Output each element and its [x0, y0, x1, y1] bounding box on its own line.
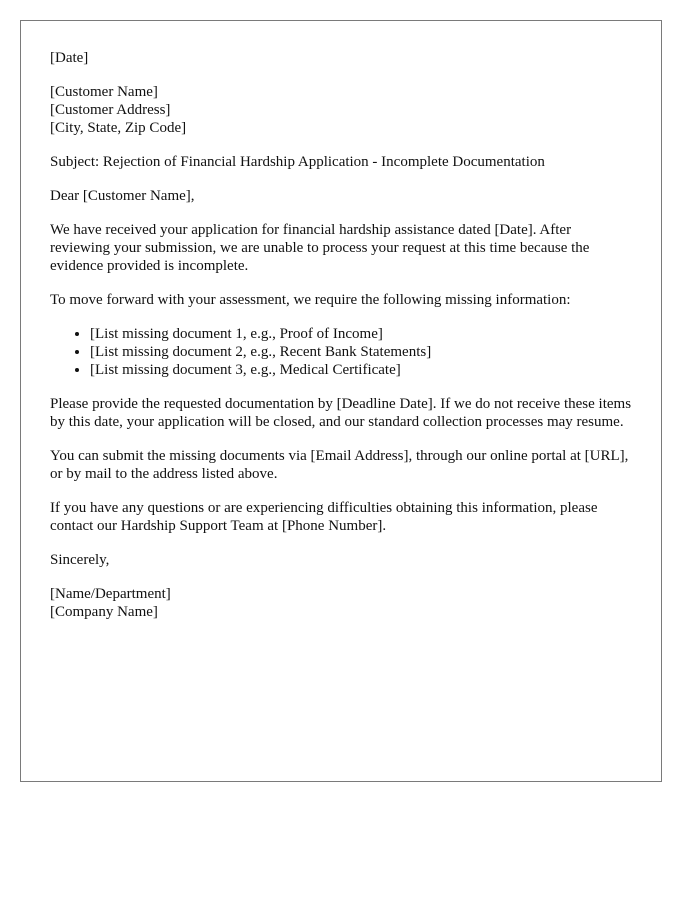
recipient-address-block	[50, 83, 633, 137]
body-paragraph-4: You can submit the missing documents via [Email Address], through our online portal at [URL], or by mail to the address listed above.	[50, 448, 629, 482]
body-paragraph-3: Please provide the requested documentation by [Deadline Date]. If we do not receive these items by this date, your application will be closed, and our standard collection processes may resume.	[50, 396, 632, 430]
signature-block	[50, 585, 633, 621]
body-paragraph-5: If you have any questions or are experiencing difficulties obtaining this information, please contact our Hardship Support Team at [Phone Number].	[50, 500, 598, 534]
list-item: • [List missing document 3, e.g., Medical Certificate]	[90, 361, 633, 379]
body-paragraph-1: We have received your application for financial hardship assistance dated [Date]. After reviewing your submission, we are unable to process your request at this time because the evidence provided is incomplete.	[50, 222, 590, 274]
letter-closing: Sincerely,	[50, 552, 110, 568]
missing-documents-list	[50, 325, 633, 379]
signature-name-department: [Name/Department]	[50, 586, 171, 602]
body-paragraph-2: To move forward with your assessment, we require the following missing information:	[50, 292, 571, 308]
recipient-name: [Customer Name]	[50, 84, 158, 100]
list-item: • [List missing document 2, e.g., Recent Bank Statements]	[90, 343, 633, 361]
letter-subject: Subject: Rejection of Financial Hardship Application - Incomplete Documentation	[50, 154, 545, 170]
recipient-city-state-zip: [City, State, Zip Code]	[50, 120, 187, 136]
list-item: • [List missing document 1, e.g., Proof of Income]	[90, 325, 633, 343]
recipient-address: [Customer Address]	[50, 102, 171, 118]
signature-company: [Company Name]	[50, 604, 158, 620]
letter-salutation: Dear [Customer Name],	[50, 188, 195, 204]
letter-date: [Date]	[50, 50, 89, 66]
letter-page	[20, 20, 662, 782]
